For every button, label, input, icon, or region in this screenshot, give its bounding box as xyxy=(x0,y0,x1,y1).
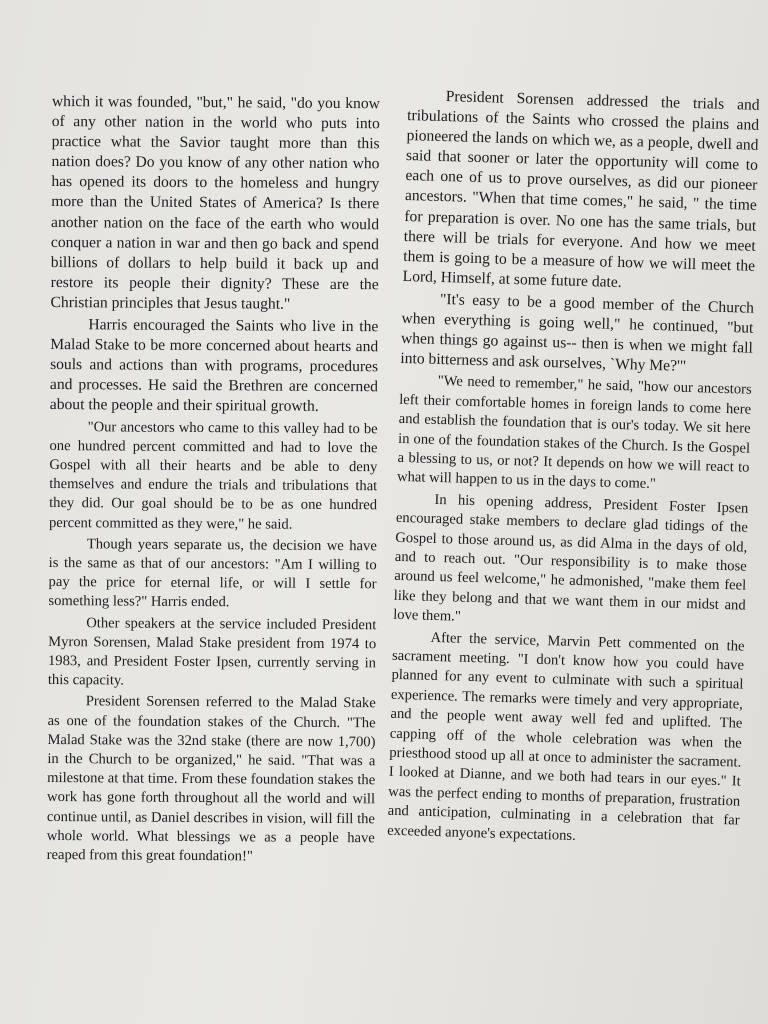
right-column xyxy=(387,86,760,853)
left-column xyxy=(47,92,380,869)
paragraph-easy-to-be-good: "It's easy to be a good member of the Church when everything is going well," he continued, "but when things go against us-- then is when we might fall into bitterness and ask ourselves, `Why Me?'" xyxy=(400,290,755,376)
paragraph-opening-address: In his opening address, President Foster Ipsen encouraged stake members to declare glad tidings of the Gospel to those around us, as did Alma in the days of old, and to reach out. "Our responsibility is to make those around us feel welcome," he admonished, "make them feel like they belong and that we want them in our midst and love them." xyxy=(393,491,749,625)
paragraph-harris-encouraged: Harris encouraged the Saints who live in the Malad Stake to be more concerned about hearts and souls and actions than with programs, procedures and processes. He said the Brethren are concerned about the people and their spiritual growth. xyxy=(49,316,379,416)
paragraph-other-speakers: Other speakers at the service included President Myron Sorensen, Malad Stake president from 1974 to 1983, and President Foster Ipsen, currently serving in this capacity. xyxy=(47,614,377,689)
paragraph-our-ancestors: "Our ancestors who came to this valley had to be one hundred percent committed and had to love the Gospel with all their hearts and be able to deny themselves and endure the trials and tribulations that they did. Our goal should be to be as one hundred percent committed as they were," he said. xyxy=(48,418,378,533)
paragraph-after-the-service: After the service, Marvin Pett commented on the sacrament meeting. "I don't know how you could have planned for any event to culminate with such a spiritual experience. The remarks were timely and very appropriate, and the people went away well fed and uplifted. The capping off of the whole celebration was when the priesthood stood up all at once to administer the sacrament. I looked at Dianne, and we both had tears in our eyes." It was the perfect ending to months of preparation, frustration and anticipation, culminating in a celebration that far exceeded anyone's expectations. xyxy=(386,629,745,844)
paragraph-years-separate: Though years separate us, the decision we have is the same as that of our ancestors: "Am I willing to pay the price for eternal life, or will I settle for something less?" Harris ended. xyxy=(48,535,377,611)
paragraph-need-to-remember: "We need to remember," he said, "how our ancestors left their comfortable homes in foreign lands to come here and establish the foundation that is our's today. We sit here in one of the foundation stakes of the Church. Is the Gospel a blessing to us, or not? It depends on how we will react to what will happen to us in the days to come." xyxy=(396,373,752,493)
paragraph-nation-principles: which it was founded, "but," he said, "do you know of any other nation in the world who puts into practice what the Savior taught more than this nation does? Do you know of any other nation who has opened its doors to the homeless and hungry more than the United States of America? Is there another nation on the face of the earth who would conquer a nation in war and then go back and spend billions of dollars to help build it back up and restore its people their dignity? These are the Christian principles that Jesus taught." xyxy=(50,92,380,313)
paragraph-trials-tribulations: President Sorensen addressed the trials and tribulations of the Saints who crossed the plains and pioneered the lands on which we, as a people, dwell and said that sooner or later the opportunity will come to each one of us to prove ourselves, as did our pioneer ancestors. "When that time comes," he said, " the time for preparation is over. No one has the same trials, but there will be trials for everyone. And how we meet them is going to be a measure of how we will meet the Lord, Himself, at some future date. xyxy=(402,88,760,291)
paragraph-foundation-stakes: President Sorensen referred to the Malad Stake as one of the foundation stakes of the Church. "The Malad Stake was the 32nd stake (there are now 1,700) in the Church to be organized," he said. "That was a milestone at that time. From these foundation stakes the work has gone forth throughout all the world and will continue until, as Daniel describes in vision, will fill the whole world. What blessings we as a people have reaped from this great foundation!" xyxy=(46,693,376,865)
